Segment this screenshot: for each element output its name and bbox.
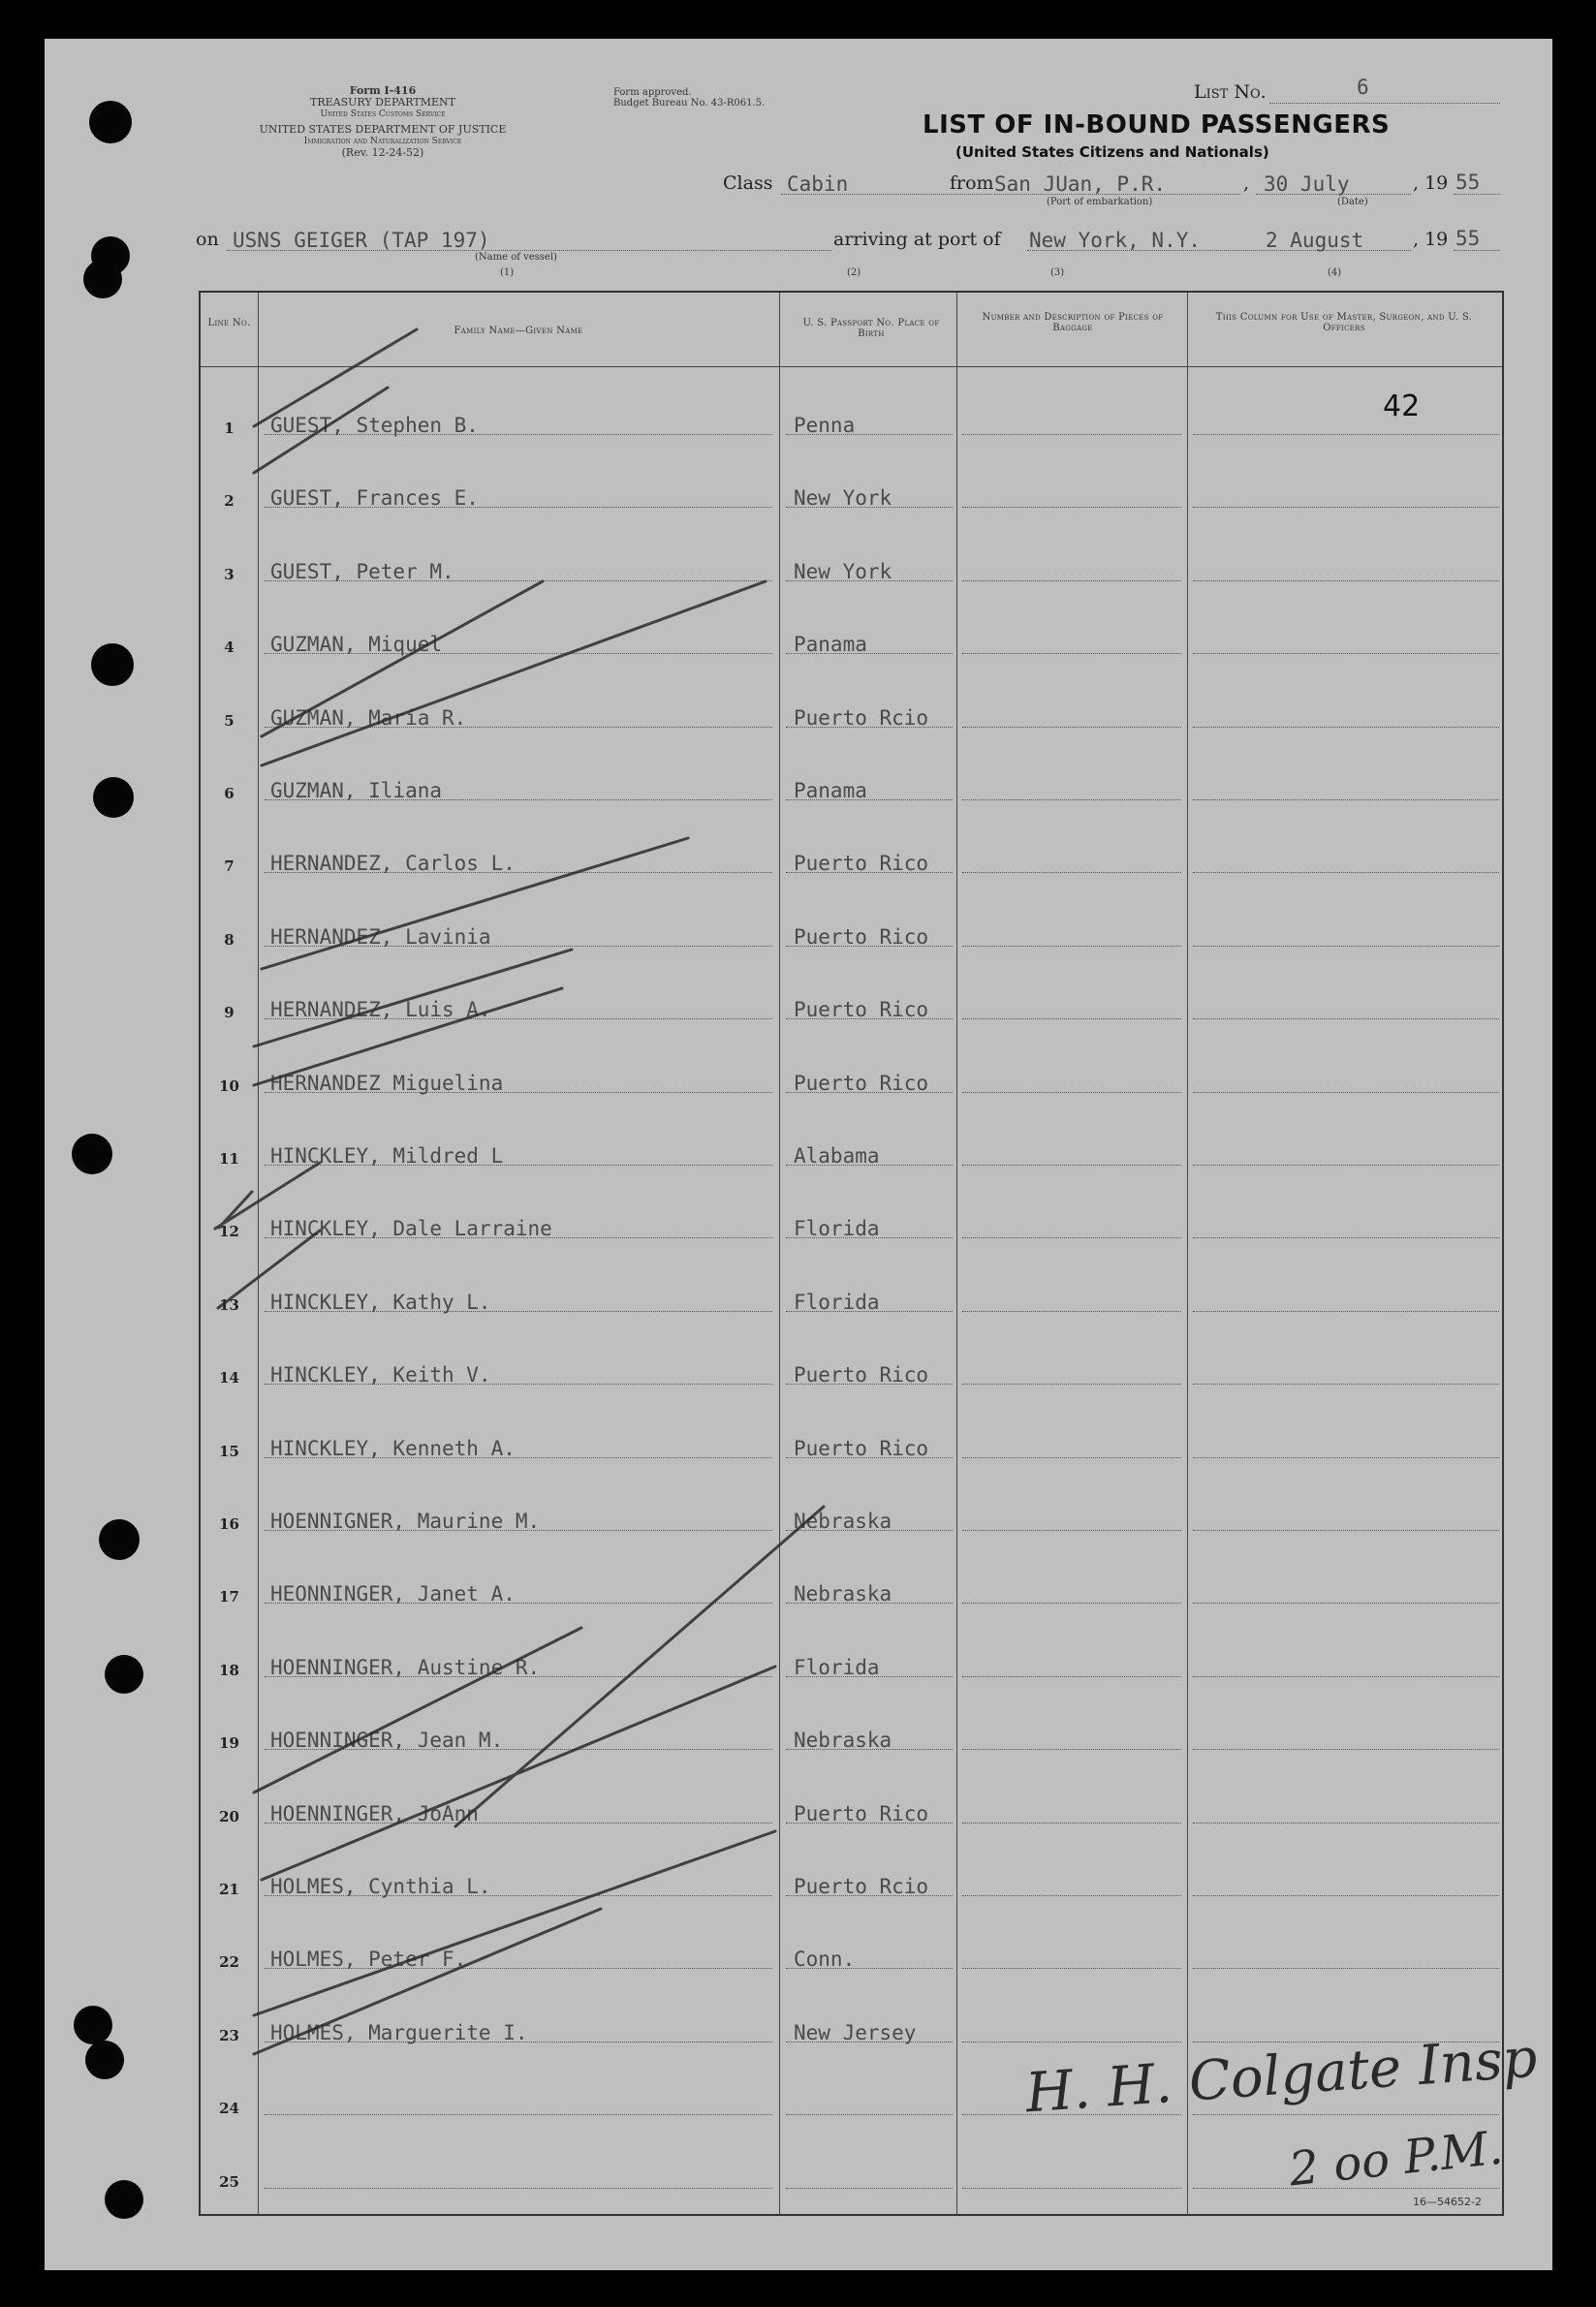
class-label: Class bbox=[723, 172, 773, 194]
year-prefix-1: , 19 bbox=[1413, 172, 1449, 194]
year-prefix-2: , 19 bbox=[1413, 229, 1449, 250]
line-number: 21 bbox=[219, 1881, 239, 1898]
place-of-birth: Puerto Rico bbox=[794, 1801, 929, 1825]
passenger-name: HERNANDEZ, Lavinia bbox=[270, 924, 491, 949]
date-caption: (Date) bbox=[1337, 197, 1368, 207]
place-of-birth: Puerto Rico bbox=[794, 1436, 929, 1460]
col-header-name: Family Name—Given Name bbox=[454, 326, 583, 336]
passenger-name: HERNANDEZ, Luis A. bbox=[270, 998, 491, 1022]
comma: , bbox=[1243, 172, 1250, 194]
place-of-birth: New York bbox=[794, 559, 892, 583]
place-of-birth: Puerto Rcio bbox=[794, 705, 929, 730]
dept-treasury-sub: United States Customs Service bbox=[320, 109, 446, 119]
year-prefix: 19 bbox=[1424, 229, 1449, 250]
place-of-birth: Penna bbox=[794, 414, 856, 437]
dept-treasury: TREASURY DEPARTMENT bbox=[310, 96, 455, 109]
check-stroke bbox=[262, 581, 766, 765]
arrival-port: New York, N.Y. bbox=[1029, 229, 1202, 252]
passenger-name: HOENNINGER, JoAnn bbox=[270, 1801, 479, 1825]
dept-justice: UNITED STATES DEPARTMENT OF JUSTICE bbox=[259, 123, 507, 136]
passenger-name: HOLMES, Peter F. bbox=[270, 1948, 467, 1972]
passenger-name: HOENNINGER, Austine R. bbox=[270, 1655, 541, 1679]
officer-note-count: 42 bbox=[1383, 390, 1421, 423]
year-value-2: 55 bbox=[1455, 227, 1481, 250]
revision: (Rev. 12-24-52) bbox=[341, 146, 424, 159]
line-number: 20 bbox=[219, 1807, 239, 1825]
col-ref-4: (4) bbox=[1328, 267, 1342, 278]
class-value: Cabin bbox=[787, 172, 849, 196]
page-title: LIST OF IN-BOUND PASSENGERS bbox=[923, 110, 1391, 140]
place-of-birth: Puerto Rico bbox=[794, 1363, 929, 1387]
passenger-name: GUEST, Stephen B. bbox=[270, 414, 479, 437]
place-of-birth: Nebraska bbox=[794, 1582, 892, 1606]
col-header-officers: This Column for Use of Master, Surgeon, and U. S. Officers bbox=[1215, 312, 1473, 333]
place-of-birth: Florida bbox=[794, 1217, 880, 1241]
passenger-name: HOLMES, Cynthia L. bbox=[270, 1875, 491, 1898]
col-header-baggage: Number and Description of Pieces of Baggage bbox=[982, 312, 1164, 333]
line-number: 25 bbox=[219, 2172, 239, 2191]
line-number: 13 bbox=[219, 1295, 239, 1314]
place-of-birth: Florida bbox=[794, 1655, 880, 1679]
passenger-name: GUZMAN, Iliana bbox=[270, 779, 443, 802]
place-of-birth: Panama bbox=[794, 633, 867, 657]
passenger-name: HEONNINGER, Janet A. bbox=[270, 1582, 516, 1606]
place-of-birth: Puerto Rico bbox=[794, 924, 929, 949]
place-of-birth: Puerto Rico bbox=[794, 1071, 929, 1095]
place-of-birth: Nebraska bbox=[794, 1510, 892, 1533]
col-header-passport: U. S. Passport No. Place of Birth bbox=[802, 318, 940, 339]
passenger-name: HINCKLEY, Keith V. bbox=[270, 1363, 491, 1387]
line-number: 2 bbox=[224, 492, 235, 511]
from-label: from bbox=[950, 172, 994, 194]
col-ref-2: (2) bbox=[847, 267, 861, 278]
year-value-1: 55 bbox=[1455, 171, 1481, 194]
check-stroke bbox=[262, 838, 688, 969]
line-number: 16 bbox=[219, 1515, 239, 1533]
line-number: 6 bbox=[224, 785, 235, 802]
passenger-name: GUEST, Frances E. bbox=[270, 486, 479, 511]
col-ref-3: (3) bbox=[1050, 267, 1065, 278]
place-of-birth: Alabama bbox=[794, 1144, 880, 1168]
line-number: 14 bbox=[219, 1369, 239, 1387]
check-stroke bbox=[262, 1667, 775, 1880]
form-number: Form I-416 bbox=[349, 84, 417, 97]
passenger-name: HOLMES, Marguerite I. bbox=[270, 2020, 528, 2044]
vessel-name: USNS GEIGER (TAP 197) bbox=[233, 229, 490, 252]
place-of-birth: Nebraska bbox=[794, 1729, 892, 1753]
passenger-name: HERNANDEZ, Carlos L. bbox=[270, 852, 516, 876]
line-number: 1 bbox=[224, 420, 235, 437]
line-number: 15 bbox=[219, 1442, 239, 1460]
line-number: 19 bbox=[219, 1734, 239, 1753]
vessel-caption: (Name of vessel) bbox=[475, 252, 557, 263]
page-subtitle: (United States Citizens and Nationals) bbox=[955, 143, 1269, 161]
from-caption: (Port of embarkation) bbox=[1047, 197, 1153, 207]
place-of-birth: Puerto Rico bbox=[794, 998, 929, 1022]
passenger-name: HOENNIGNER, Maurine M. bbox=[270, 1510, 541, 1533]
line-number: 11 bbox=[219, 1150, 239, 1168]
passenger-name: HINCKLEY, Kenneth A. bbox=[270, 1436, 516, 1460]
passenger-name: HERNANDEZ Miguelina bbox=[270, 1071, 504, 1095]
col-ref-1: (1) bbox=[500, 267, 515, 278]
passenger-name: HINCKLEY, Mildred L bbox=[270, 1144, 504, 1168]
line-number: 24 bbox=[219, 2100, 239, 2118]
passenger-name: HINCKLEY, Dale Larraine bbox=[270, 1217, 552, 1241]
line-number: 4 bbox=[224, 639, 235, 657]
line-number: 10 bbox=[219, 1076, 239, 1095]
line-number: 12 bbox=[219, 1223, 239, 1241]
line-number: 5 bbox=[224, 711, 235, 730]
check-stroke bbox=[254, 329, 417, 426]
arriving-label: arriving at port of bbox=[833, 229, 1001, 250]
on-label: on bbox=[196, 229, 219, 250]
line-number: 18 bbox=[219, 1661, 239, 1679]
list-no-label: List No. bbox=[1194, 81, 1267, 103]
year-prefix: 19 bbox=[1424, 172, 1449, 194]
place-of-birth: Florida bbox=[794, 1290, 880, 1314]
passenger-name: GUEST, Peter M. bbox=[270, 559, 454, 583]
place-of-birth: New York bbox=[794, 486, 892, 511]
check-stroke bbox=[254, 388, 388, 473]
passenger-name: GUZMAN, Maria R. bbox=[270, 705, 467, 730]
passenger-name: GUZMAN, Miquel bbox=[270, 633, 443, 657]
line-number: 8 bbox=[224, 930, 235, 949]
line-number: 3 bbox=[224, 565, 235, 583]
check-stroke bbox=[218, 1231, 320, 1308]
date-value: 30 July bbox=[1264, 172, 1350, 196]
place-of-birth: New Jersey bbox=[794, 2020, 917, 2044]
line-number: 22 bbox=[219, 1953, 239, 1972]
dept-justice-sub: Immigration and Naturalization Service bbox=[303, 137, 462, 146]
check-stroke bbox=[254, 988, 562, 1085]
col-header-line: Line No. bbox=[207, 318, 251, 328]
footer-code: 16—54652-2 bbox=[1413, 2196, 1482, 2208]
form-approved: Form approved. bbox=[613, 87, 692, 98]
check-stroke bbox=[455, 1507, 824, 1826]
place-of-birth: Puerto Rico bbox=[794, 852, 929, 876]
arrival-date: 2 August bbox=[1266, 229, 1364, 252]
place-of-birth: Conn. bbox=[794, 1948, 856, 1972]
list-no-value: 6 bbox=[1357, 76, 1369, 99]
check-stroke bbox=[215, 1163, 320, 1229]
budget-bureau: Budget Bureau No. 43-R061.5. bbox=[613, 98, 766, 109]
line-number: 17 bbox=[219, 1588, 239, 1606]
passenger-name: HINCKLEY, Kathy L. bbox=[270, 1290, 491, 1314]
check-stroke bbox=[254, 1831, 775, 2015]
time-note: 2 oo P.M. bbox=[1286, 2120, 1506, 2198]
passenger-name: HOENNINGER, Jean M. bbox=[270, 1729, 504, 1753]
place-of-birth: Puerto Rcio bbox=[794, 1875, 929, 1898]
line-number: 9 bbox=[224, 1004, 235, 1022]
line-number: 23 bbox=[219, 2026, 239, 2044]
place-of-birth: Panama bbox=[794, 779, 867, 802]
check-stroke bbox=[254, 1909, 601, 2054]
line-number: 7 bbox=[224, 857, 235, 876]
inspector-signature: H. H. Colgate Insp bbox=[1023, 2026, 1540, 2126]
check-stroke bbox=[254, 950, 572, 1046]
from-value: San JUan, P.R. bbox=[994, 172, 1167, 196]
